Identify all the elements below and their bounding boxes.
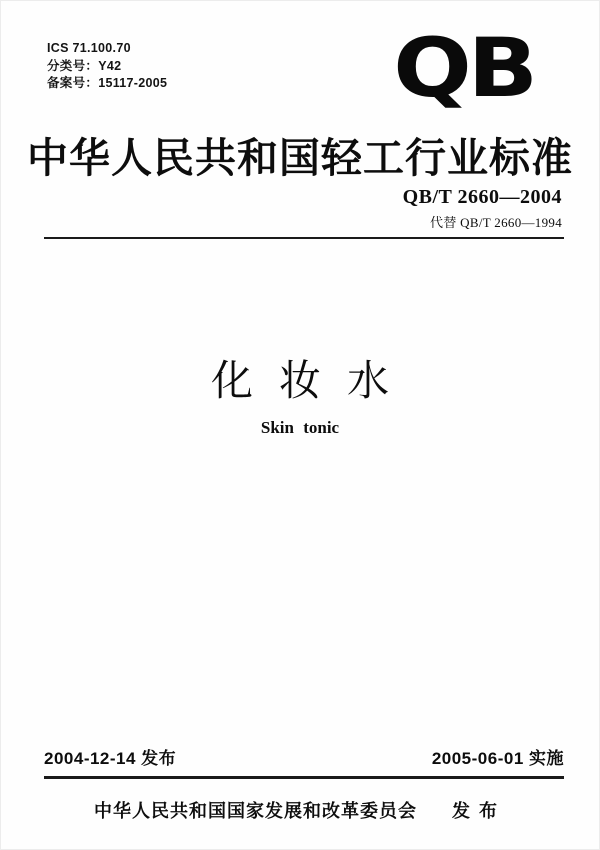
publisher-name: 中华人民共和国国家发展和改革委员会 — [94, 801, 417, 821]
publish-label: 发布 — [452, 801, 506, 821]
standard-number: QB/T 2660—2004 — [402, 186, 562, 208]
classification-number: 分类号：Y42 — [47, 58, 122, 73]
ics-code: ICS 71.100.70 — [47, 41, 131, 55]
document-title-cn: 化妆水 — [210, 359, 416, 405]
dates-row — [44, 744, 564, 779]
horizontal-rule-top — [44, 237, 564, 239]
replaced-standard: 代替 QB/T 2660—1994 — [430, 215, 562, 230]
record-number: 备案号：15117-2005 — [47, 76, 168, 90]
meta-block — [47, 40, 167, 93]
standard-number-block — [403, 186, 562, 231]
publisher-row — [0, 797, 600, 823]
implementation-date: 2005-06-01 实施 — [431, 749, 564, 768]
document-title-en: Skin tonic — [260, 418, 340, 437]
qb-logo: QB — [393, 20, 534, 116]
standard-heading: 中华人民共和国轻工行业标准 — [27, 135, 573, 181]
issue-date: 2004-12-14 发布 — [44, 749, 177, 768]
